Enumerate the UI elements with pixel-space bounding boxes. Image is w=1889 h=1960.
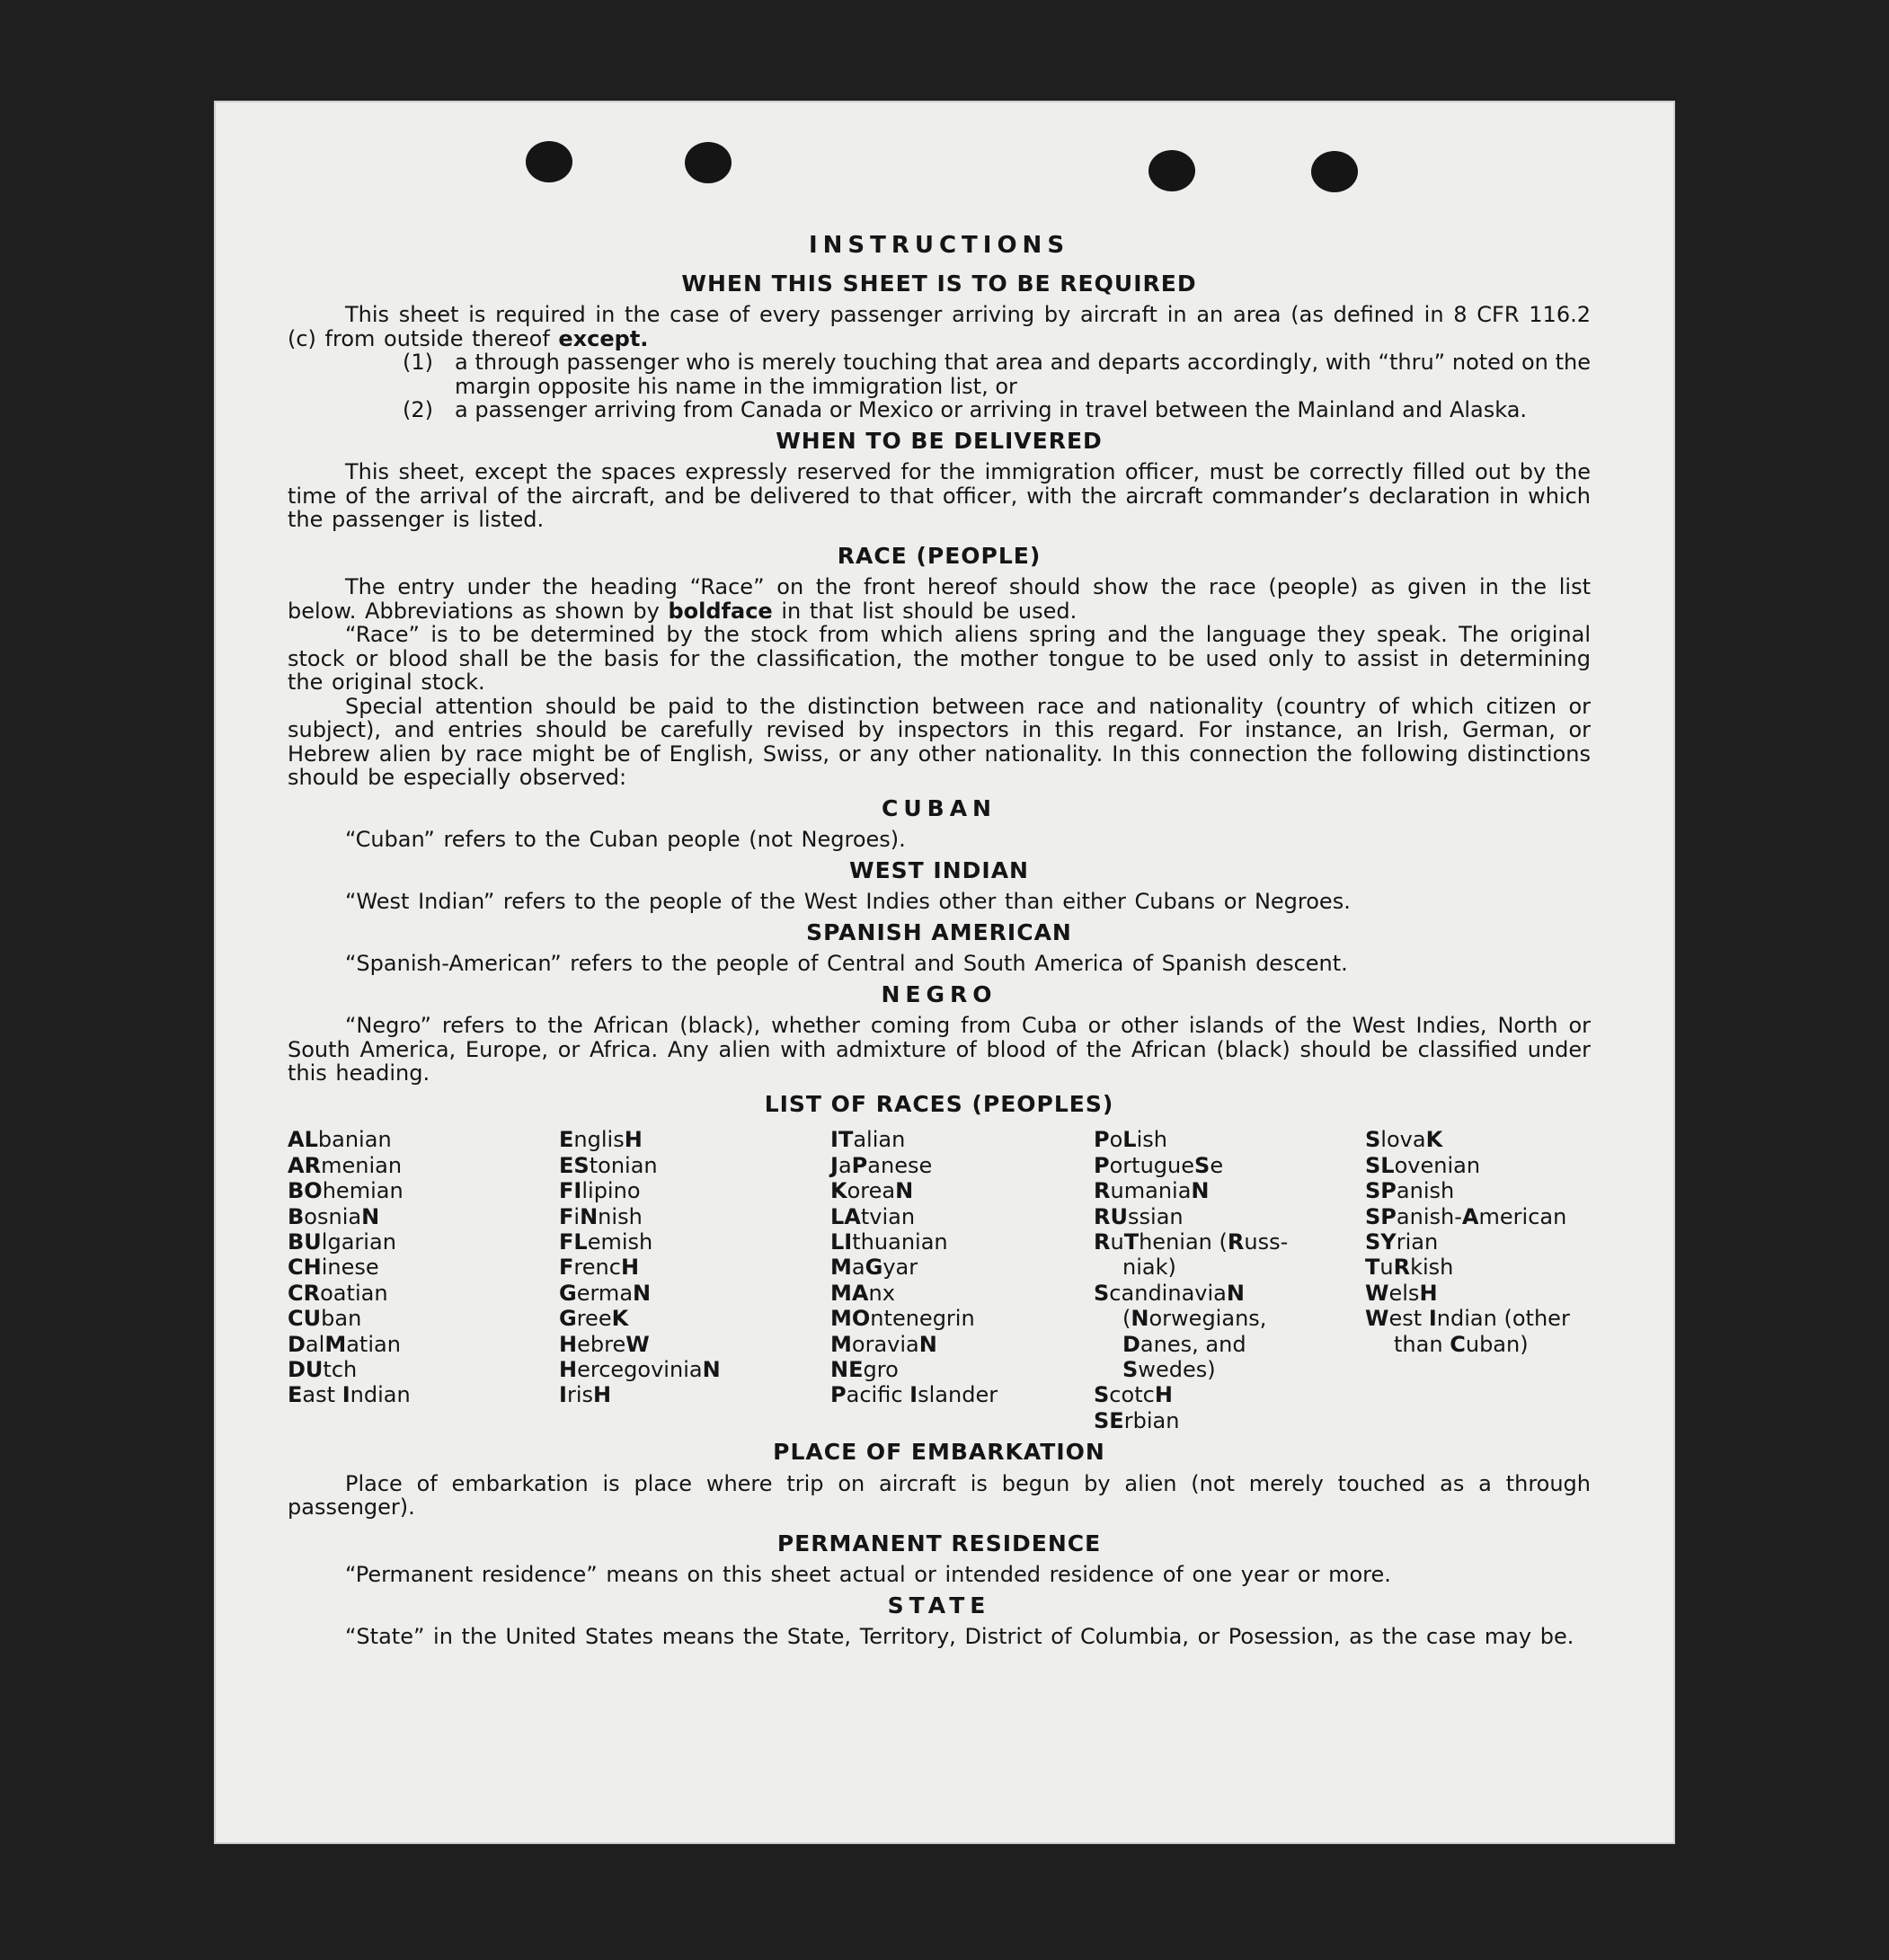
race-entry: than Cuban) xyxy=(1394,1331,1529,1357)
race-entry: MAnx xyxy=(830,1280,895,1306)
west-indian-text: “West Indian” refers to the people of the West Indies other than either Cubans or Negroes. xyxy=(345,889,1351,915)
section-heading-state: STATE xyxy=(887,1592,991,1619)
race-entry: BosniaN xyxy=(288,1203,380,1229)
punch-hole xyxy=(526,141,572,182)
races-column xyxy=(559,1127,830,1433)
race-entry: ARmenian xyxy=(288,1152,403,1178)
section-heading-race: RACE (PEOPLE) xyxy=(837,542,1042,569)
race-entry: MaGyar xyxy=(830,1255,918,1281)
race-entry: West Indian (other xyxy=(1365,1306,1570,1332)
punch-hole xyxy=(1311,151,1358,192)
required-item-number: (1) xyxy=(403,350,433,376)
section-heading-required: WHEN THIS SHEET IS TO BE REQUIRED xyxy=(681,270,1197,297)
document-sheet xyxy=(214,101,1675,1844)
section-heading-cuban: CUBAN xyxy=(882,794,997,821)
punch-hole xyxy=(1148,150,1195,191)
race-entry: PoLish xyxy=(1094,1127,1167,1153)
race-entry: RuThenian (Russ- xyxy=(1094,1228,1289,1255)
race-entry: Danes, and xyxy=(1122,1331,1246,1357)
required-item-text: a passenger arriving from Canada or Mexico or arriving in travel between the Mainland and Alaska. xyxy=(455,397,1528,423)
races-column xyxy=(1094,1127,1365,1433)
race-entry: FLemish xyxy=(559,1228,653,1255)
race-entry: SErbian xyxy=(1094,1407,1180,1433)
residence-text: “Permanent residence” means on this sheet actual or intended residence of one year or more. xyxy=(345,1562,1391,1588)
race-p1-bold: boldface xyxy=(668,598,773,624)
race-entry: KoreaN xyxy=(830,1178,914,1204)
race-paragraph-2: “Race” is to be determined by the stock from which aliens spring and the language they speak. The original stock or blood shall be the basis for the classification, the mother tongue to be used only to assist in determining the original stock. xyxy=(288,622,1591,696)
race-entry: GermaN xyxy=(559,1280,652,1306)
punch-hole xyxy=(685,142,732,183)
race-entry: Pacifc Islander xyxy=(830,1382,998,1408)
race-entry: JaPanese xyxy=(830,1152,933,1178)
race-p1-end: in that list should be used. xyxy=(772,598,1078,624)
section-heading-residence: PERMANENT RESIDENCE xyxy=(776,1530,1102,1556)
section-heading-spanish-american: SPANISH AMERICAN xyxy=(806,918,1072,945)
race-entry: IrisH xyxy=(559,1382,612,1408)
race-entry: ITalian xyxy=(830,1127,906,1153)
race-entry: FIlipino xyxy=(559,1178,641,1204)
races-list xyxy=(288,1127,1591,1433)
required-item-text: a through passenger who is merely touching that area and departs accordingly, with “thru” noted on the margin opposite his name in the immigration list, or xyxy=(455,350,1591,399)
race-entry: TuRkish xyxy=(1365,1255,1454,1281)
section-heading-negro: NEGRO xyxy=(881,980,998,1007)
race-entry: East Indian xyxy=(288,1382,411,1408)
race-entry: PortugueSe xyxy=(1094,1152,1224,1178)
page-title: INSTRUCTIONS xyxy=(808,232,1070,259)
race-paragraph-1 xyxy=(288,575,1591,623)
race-entry: CHinese xyxy=(288,1255,379,1281)
race-entry: ALbanian xyxy=(288,1127,392,1153)
race-entry: EnglisH xyxy=(559,1127,643,1153)
race-entry: MOntenegrin xyxy=(830,1306,975,1332)
race-entry: MoraviaN xyxy=(830,1331,937,1357)
required-item-number: (2) xyxy=(403,397,433,423)
races-column xyxy=(288,1127,559,1433)
races-column xyxy=(1365,1127,1581,1433)
race-entry: ScandinaviaN xyxy=(1094,1280,1245,1306)
race-entry: SPanish xyxy=(1365,1178,1455,1204)
spanish-american-text: “Spanish-American” refers to the people of Central and South America of Spanish descent. xyxy=(345,951,1348,977)
race-entry: NEgro xyxy=(830,1356,899,1382)
state-text: “State” in the United States means the State, Territory, District of Columbia, or Posession, as the case may be. xyxy=(345,1624,1574,1650)
race-entry: (Norwegians, xyxy=(1122,1306,1267,1332)
race-entry: DalMatian xyxy=(288,1331,401,1357)
race-entry: Swedes) xyxy=(1122,1356,1216,1382)
race-entry: RumaniaN xyxy=(1094,1178,1210,1204)
section-heading-list: LIST OF RACES (PEOPLES) xyxy=(764,1090,1114,1117)
race-entry: SYrian xyxy=(1365,1228,1439,1255)
race-entry: RUssian xyxy=(1094,1203,1184,1229)
race-entry: HebreW xyxy=(559,1331,650,1357)
required-intro-text: This sheet is required in the case of every passenger arriving by aircraft in an area (as defined in 8 CFR 116.2 (c) from outside thereof xyxy=(288,302,1591,351)
race-p1-start: The entry under the heading “Race” on the front hereof should show the race (people) as given in the list below. Abbreviations as shown by xyxy=(288,574,1591,624)
race-entry: SlovaK xyxy=(1365,1127,1443,1153)
negro-text: “Negro” refers to the African (black), whether coming from Cuba or other islands of the West Indies, North or South America, Europe, or Africa. Any alien with admixture of blood of the African (black) should be classified under this heading. xyxy=(288,1013,1591,1086)
required-item xyxy=(403,350,1591,398)
race-entry: CRoatian xyxy=(288,1280,388,1306)
race-entry: CUban xyxy=(288,1306,362,1332)
races-column xyxy=(830,1127,1094,1433)
race-entry: GreeK xyxy=(559,1306,629,1332)
required-intro-except: except. xyxy=(558,325,649,351)
race-entry: EStonian xyxy=(559,1152,658,1178)
race-entry: LAtvian xyxy=(830,1203,916,1229)
cuban-text: “Cuban” refers to the Cuban people (not Negroes). xyxy=(345,827,906,853)
race-entry: BOhemian xyxy=(288,1178,404,1204)
race-entry: ScotcH xyxy=(1094,1382,1173,1408)
required-intro xyxy=(288,303,1591,350)
race-entry: SPanish-American xyxy=(1365,1203,1567,1229)
race-entry: niak) xyxy=(1122,1255,1176,1281)
required-item xyxy=(403,398,1591,422)
race-entry: FiNnish xyxy=(559,1203,643,1229)
race-entry: BUlgarian xyxy=(288,1228,396,1255)
section-heading-west-indian: WEST INDIAN xyxy=(849,856,1029,883)
race-entry: SLovenian xyxy=(1365,1152,1481,1178)
race-entry: DUtch xyxy=(288,1356,358,1382)
race-entry: WelsH xyxy=(1365,1280,1438,1306)
race-paragraph-3: Special attention should be paid to the distinction between race and nationality (country of which citizen or subject), and entries should be carefully revised by inspectors in this regard. For instance, an Irish, German, or Hebrew alien by race might be of English, Swiss, or any other nationality. In this connection the following distinctions should be especially observed: xyxy=(288,693,1591,791)
race-entry: LIthuanian xyxy=(830,1228,948,1255)
race-entry: HercegoviniaN xyxy=(559,1356,721,1382)
document-content xyxy=(288,231,1591,1649)
embarkation-text: Place of embarkation is place where trip on aircraft is begun by alien (not merely touched as a through passenger). xyxy=(288,1470,1591,1521)
section-heading-delivered: WHEN TO BE DELIVERED xyxy=(776,427,1103,454)
delivered-text: This sheet, except the spaces expressly reserved for the immigration officer, must be correctly filled out by the time of the arrival of the aircraft, and be delivered to that officer, with the aircraft commander’s declaration in which the passenger is listed. xyxy=(288,459,1591,533)
section-heading-embarkation: PLACE OF EMBARKATION xyxy=(773,1439,1105,1466)
race-entry: FrencH xyxy=(559,1255,640,1281)
